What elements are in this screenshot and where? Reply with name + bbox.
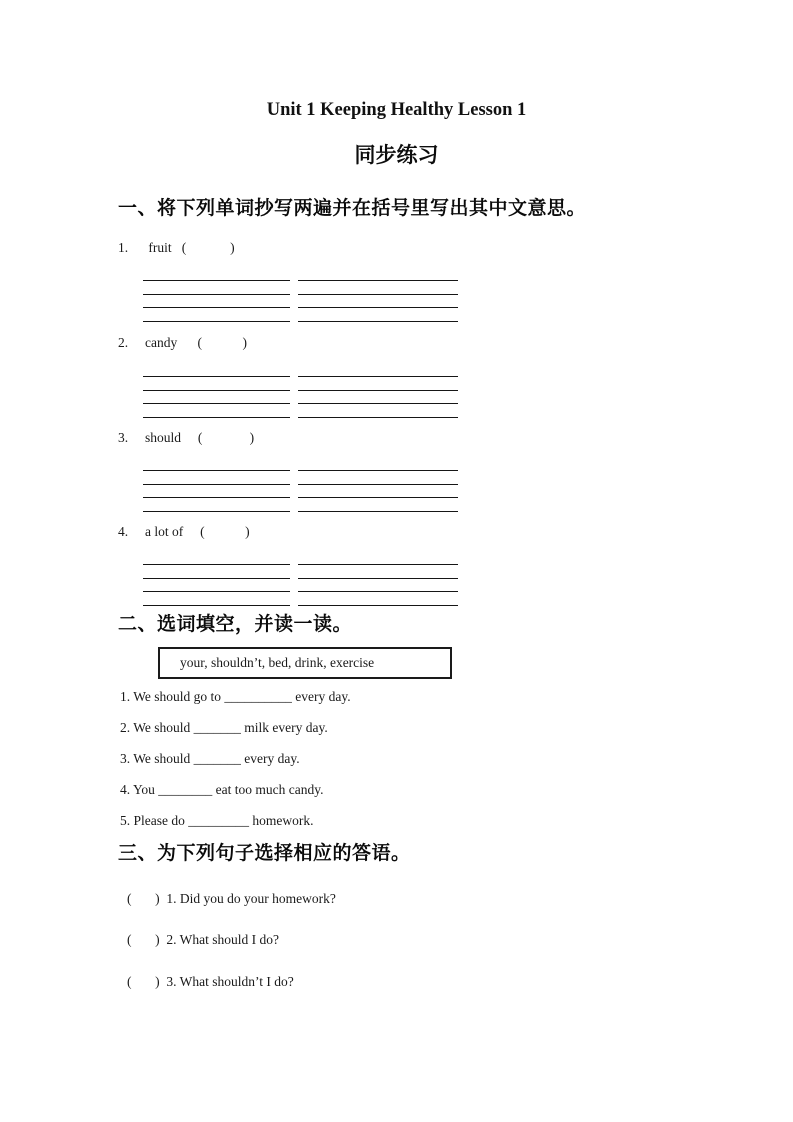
writing-lines-column <box>298 376 458 418</box>
fill-blank-sentence-1: 1. We should go to __________ every day. <box>120 689 351 704</box>
copy-word-item-fruit: 1. fruit ( ) <box>118 240 235 255</box>
section-one-heading: 一、将下列单词抄写两遍并在括号里写出其中文意思。 <box>118 198 587 219</box>
writing-lines-column <box>298 280 458 322</box>
writing-lines-column <box>298 470 458 512</box>
writing-lines-column <box>143 470 290 512</box>
writing-lines-candy <box>143 376 458 418</box>
writing-lines-a-lot-of <box>143 564 458 606</box>
match-question-1: ( ) 1. Did you do your homework? <box>127 891 336 906</box>
writing-lines-column <box>143 564 290 606</box>
fill-blank-sentence-4: 4. You ________ eat too much candy. <box>120 782 324 797</box>
writing-lines-fruit <box>143 280 458 322</box>
match-question-3: ( ) 3. What shouldn’t I do? <box>127 974 294 989</box>
fill-blank-sentence-3: 3. We should _______ every day. <box>120 751 300 766</box>
fill-blank-sentence-2: 2. We should _______ milk every day. <box>120 720 328 735</box>
word-bank-box <box>158 647 452 679</box>
document-subtitle: 同步练习 <box>354 144 439 167</box>
writing-lines-should <box>143 470 458 512</box>
writing-lines-column <box>143 376 290 418</box>
fill-blank-sentence-5: 5. Please do _________ homework. <box>120 813 314 828</box>
copy-word-item-a-lot-of: 4. a lot of ( ) <box>118 524 250 539</box>
writing-lines-column <box>143 280 290 322</box>
document-title: Unit 1 Keeping Healthy Lesson 1 <box>266 100 527 120</box>
copy-word-item-should: 3. should ( ) <box>118 430 255 445</box>
section-three-heading: 三、为下列句子选择相应的答语。 <box>118 843 411 864</box>
copy-word-item-candy: 2. candy ( ) <box>118 335 247 350</box>
writing-lines-column <box>298 564 458 606</box>
match-question-2: ( ) 2. What should I do? <box>127 932 279 947</box>
section-two-heading: 二、选词填空，并读一读。 <box>118 614 353 635</box>
word-bank-words: your, shouldn’t, bed, drink, exercise <box>180 655 375 670</box>
